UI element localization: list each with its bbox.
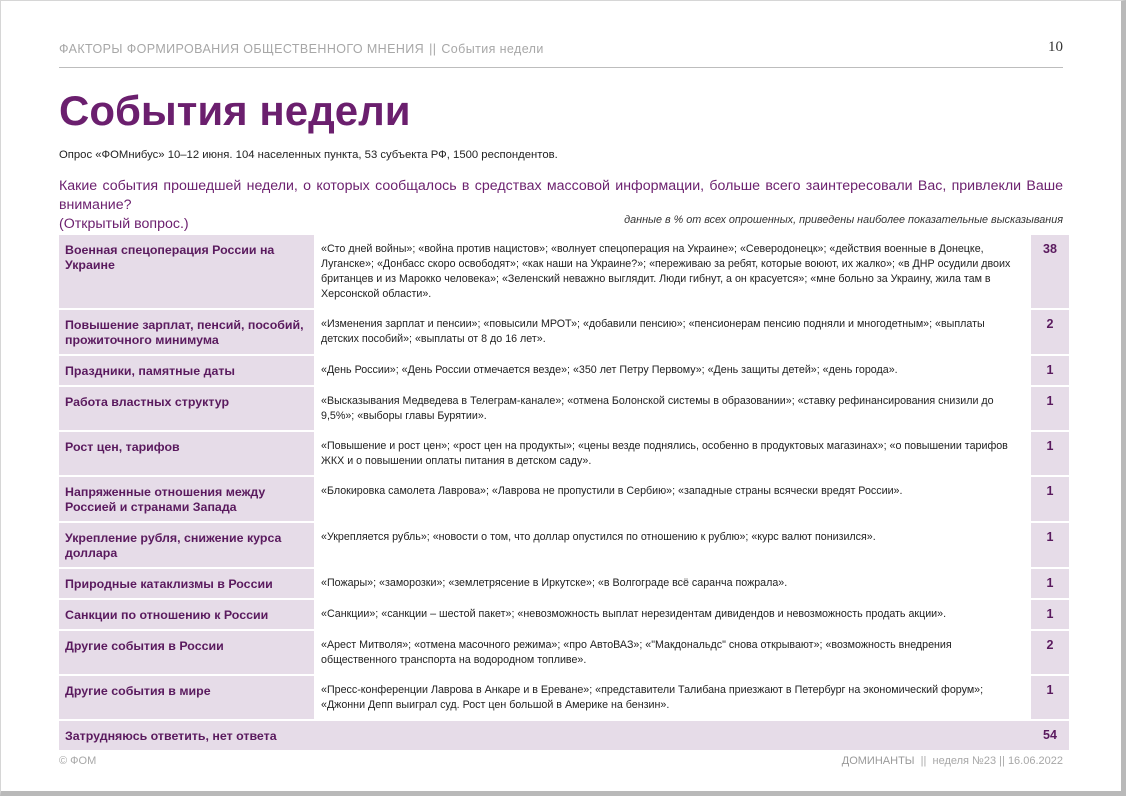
row-category: Работа властных структур: [59, 387, 314, 430]
row-value: 38: [1031, 235, 1069, 308]
total-row-value: 54: [1031, 721, 1069, 750]
total-row-label: Затрудняюсь ответить, нет ответа: [59, 721, 1031, 750]
table-row: [59, 631, 1069, 676]
footer-publication-info: [842, 755, 1063, 767]
total-row: [59, 721, 1069, 752]
footer-issue: неделя №23: [932, 755, 997, 767]
row-category: Праздники, памятные даты: [59, 356, 314, 385]
row-quotes: «Блокировка самолета Лаврова»; «Лаврова не пропустили в Сербию»; «западные страны всячески вредят России».: [314, 477, 1026, 521]
row-category: Военная спецоперация России на Украине: [59, 235, 314, 308]
row-value: 1: [1031, 569, 1069, 598]
footer-separator: ||: [920, 755, 927, 767]
row-category: Напряженные отношения между Россией и странами Запада: [59, 477, 314, 521]
row-category: Рост цен, тарифов: [59, 432, 314, 475]
table-row: [59, 235, 1069, 310]
question-text: Какие события прошедшей недели, о которых сообщалось в средствах массовой информации, больше всего заинтересовали Вас, привлекли Ваше внимание?: [59, 178, 1063, 213]
row-value: 1: [1031, 523, 1069, 567]
question-note: (Открытый вопрос.): [59, 216, 189, 232]
table-row: [59, 432, 1069, 477]
footer-separator-2: ||: [999, 755, 1005, 767]
table-row: [59, 676, 1069, 721]
table-row: [59, 387, 1069, 432]
row-value: 2: [1031, 310, 1069, 354]
row-value: 1: [1031, 676, 1069, 719]
table-row: [59, 310, 1069, 356]
row-quotes: «Повышение и рост цен»; «рост цен на продукты»; «цены везде поднялись, особенно в продуктовых магазинах»; «о повышении тарифов ЖКХ и о повышении оплаты питания в детском саду».: [314, 432, 1026, 475]
results-table: [59, 235, 1069, 752]
row-quotes: «День России»; «День России отмечается везде»; «350 лет Петру Первому»; «День защиты детей»; «день города».: [314, 356, 1026, 385]
footer-copyright: © ФОМ: [59, 755, 97, 767]
page-number: 10: [1048, 39, 1063, 55]
row-value: 1: [1031, 600, 1069, 629]
table-row: [59, 477, 1069, 523]
row-value: 1: [1031, 356, 1069, 385]
row-quotes: «Арест Митволя»; «отмена масочного режима»; «про АвтоВАЗ»; «"Макдональдс" снова открывают»; «возможность внедрения общественного транспорта на водородном топливе».: [314, 631, 1026, 674]
row-category: Повышение зарплат, пенсий, пособий, прожиточного минимума: [59, 310, 314, 354]
page-header: [59, 39, 1063, 68]
survey-info: Опрос «ФОМнибус» 10–12 июня. 104 населенных пункта, 53 субъекта РФ, 1500 респондентов.: [59, 149, 558, 161]
row-value: 1: [1031, 432, 1069, 475]
row-quotes: «Пресс-конференции Лаврова в Анкаре и в Ереване»; «представители Талибана приезжают в Петербург на экономический форум»; «Джонни Депп выиграл суд. Рост цен большой в Америке на бензин».: [314, 676, 1026, 719]
header-separator: ||: [429, 42, 437, 56]
table-row: [59, 569, 1069, 600]
row-category: Другие события в России: [59, 631, 314, 674]
row-category: Природные катаклизмы в России: [59, 569, 314, 598]
row-quotes: «Сто дней войны»; «война против нацистов»; «волнует спецоперация на Украине»; «Северодонецк»; «действия военные в Донецке, Луганске»; «Донбасс скоро освободят»; «как наши на Украине?»; «переживаю за ребят, которые воюют, их жалко»; «в ДНР осудили двоих британцев и из Марокко человека»; «Зеленский неважно выглядит. Люди гибнут, а он красуется»; «мне больно за Украину, жила там в Херсонской области».: [314, 235, 1026, 308]
row-value: 1: [1031, 387, 1069, 430]
row-category: Другие события в мире: [59, 676, 314, 719]
row-quotes: «Изменения зарплат и пенсии»; «повысили МРОТ»; «добавили пенсию»; «пенсионерам пенсию подняли и многодетным»; «выплаты детских пособий»; «выплаты от 8 до 16 лет».: [314, 310, 1026, 354]
row-category: Укрепление рубля, снижение курса доллара: [59, 523, 314, 567]
row-quotes: «Санкции»; «санкции – шестой пакет»; «невозможность выплат нерезидентам дивидендов и невозможность продать акции».: [314, 600, 1026, 629]
footer-date: 16.06.2022: [1007, 755, 1063, 767]
header-subsection: События недели: [441, 42, 544, 56]
header-section: ФАКТОРЫ ФОРМИРОВАНИЯ ОБЩЕСТВЕННОГО МНЕНИЯ: [59, 42, 425, 56]
table-row: [59, 600, 1069, 631]
page-title: События недели: [59, 87, 411, 134]
running-header: [59, 42, 544, 56]
row-quotes: «Укрепляется рубль»; «новости о том, что доллар опустился по отношению к рублю»; «курс валют понизился».: [314, 523, 1026, 567]
row-category: Санкции по отношению к России: [59, 600, 314, 629]
row-value: 2: [1031, 631, 1069, 674]
row-quotes: «Пожары»; «заморозки»; «землетрясение в Иркутске»; «в Волгограде всё саранча пожрала».: [314, 569, 1026, 598]
row-value: 1: [1031, 477, 1069, 521]
data-note: данные в % от всех опрошенных, приведены наиболее показательные высказывания: [624, 214, 1063, 226]
table-row: [59, 356, 1069, 387]
footer-publication: ДОМИНАНТЫ: [841, 755, 915, 767]
table-row: [59, 523, 1069, 569]
row-quotes: «Высказывания Медведева в Телеграм-канале»; «отмена Болонской системы в образовании»; «ставку рефинансирования снизили до 9,5%»; «выборы главы Бурятии».: [314, 387, 1026, 430]
